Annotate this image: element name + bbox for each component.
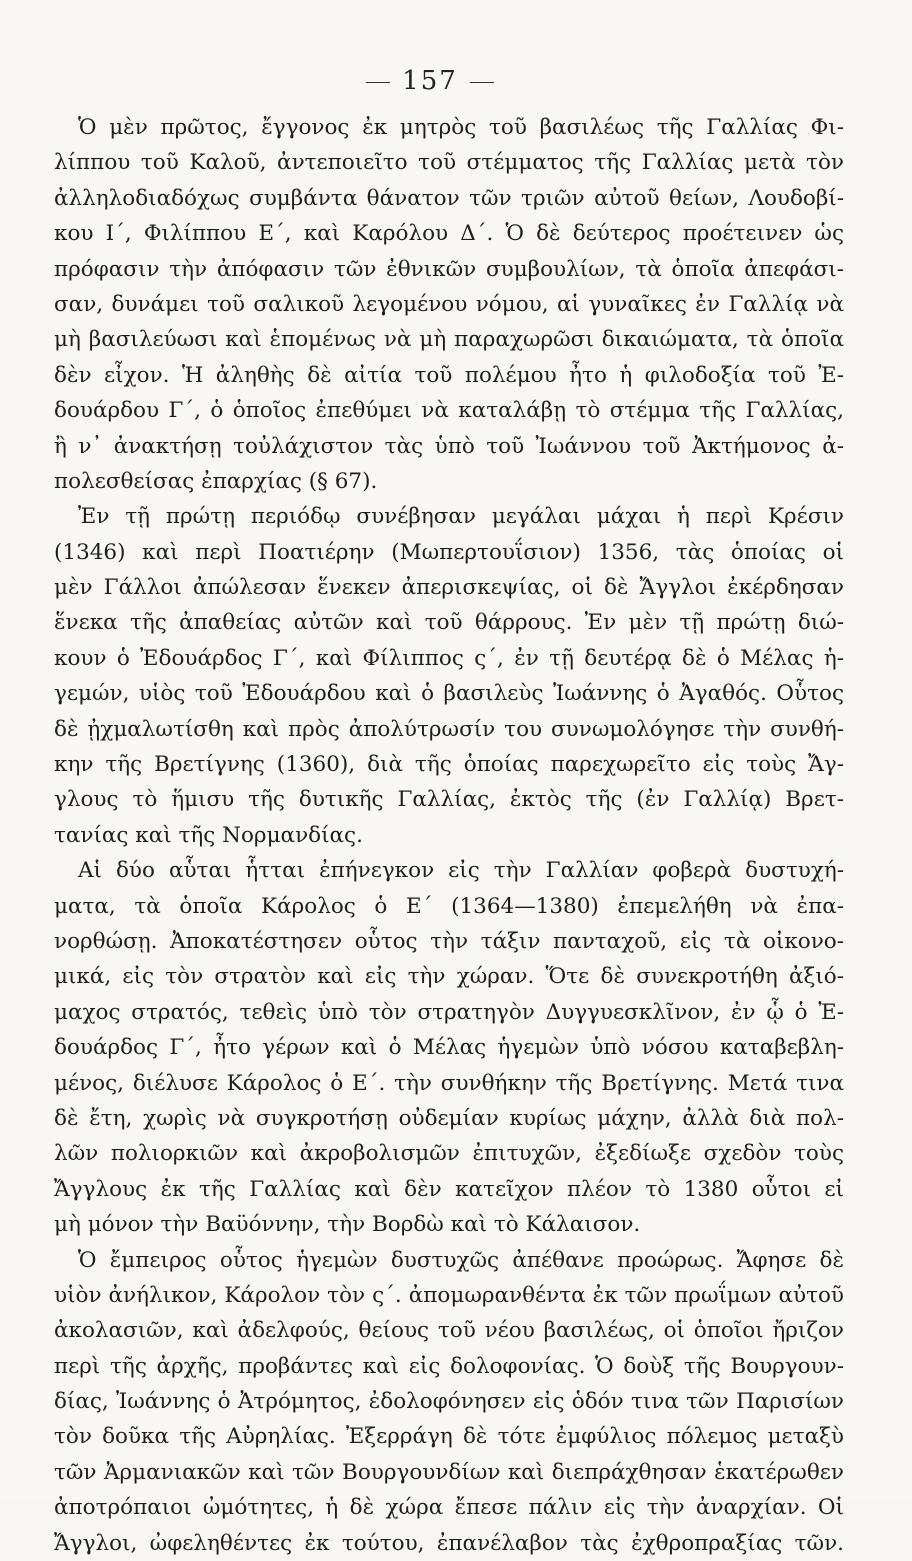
text-line: κην τῆς Βρετίγνης (1360), διὰ τῆς ὁποίας παρεχωρεῖτο εἰς τοὺς Ἄγ- — [54, 752, 844, 778]
text-line: μικά, εἰς τὸν στρατὸν καὶ εἰς τὴν χώραν. Ὅτε δὲ συνεκροτήθη ἀξιό- — [54, 964, 844, 990]
text-line: γεμών, υἱὸς τοῦ Ἐδουάρδου καὶ ὁ βασιλεὺς Ἰωάννης ὁ Ἀγαθός. Οὗτος — [54, 681, 844, 707]
text-line: μαχος στρατός, τεθεὶς ὑπὸ τὸν στρατηγὸν Δυγγυεσκλῖνον, ἐν ᾧ ὁ Ἐ- — [54, 999, 844, 1025]
body-text — [54, 110, 844, 1561]
text-line: (1346) καὶ περὶ Ποατιέρην (Μωπερτουΐσιον) 1356, τὰς ὁποίας οἱ — [54, 539, 844, 565]
text-line: δουάρδου Γ΄, ὁ ὁποῖος ἐπεθύμει νὰ καταλάβῃ τὸ στέμμα τῆς Γαλλίας, — [54, 398, 844, 424]
text-line: πρόφασιν τὴν ἀπόφασιν τῶν ἐθνικῶν συμβουλίων, τὰ ὁποῖα ἀπεφάσι- — [54, 256, 844, 282]
text-line: ματα, τὰ ὁποῖα Κάρολος ὁ Ε΄ (1364—1380) ἐπεμελήθη νὰ ἐπα- — [54, 893, 844, 919]
text-line: γλους τὸ ἥμισυ τῆς δυτικῆς Γαλλίας, ἐκτὸς τῆς (ἐν Γαλλίᾳ) Βρετ- — [54, 787, 844, 813]
page-number-dash-left — [366, 82, 390, 83]
text-line: κουν ὁ Ἐδουάρδος Γ΄, καὶ Φίλιππος ς΄, ἐν τῇ δευτέρᾳ δὲ ὁ Μέλας ἡ- — [54, 645, 844, 671]
text-line: πολεσθείσας ἐπαρχίας (§ 67). — [54, 468, 378, 494]
text-line: ἀλληλοδιαδόχως συμβάντα θάνατον τῶν τριῶν αὐτοῦ θείων, Λουδοβί- — [54, 185, 844, 211]
text-line: Ὁ ἔμπειρος οὗτος ἡγεμὼν δυστυχῶς ἀπέθανε προώρως. Ἄφησε δὲ — [78, 1247, 844, 1273]
text-line: Ἄγγλους ἐκ τῆς Γαλλίας καὶ δὲν κατεῖχον πλέον τὸ 1380 οὗτοι εἰ — [54, 1176, 844, 1202]
text-line: μὴ βασιλεύωσι καὶ ἑπομένως νὰ μὴ παραχωρῶσι δικαιώματα, τὰ ὁποῖα — [54, 327, 844, 353]
page-number — [0, 66, 860, 96]
text-line: τανίας καὶ τῆς Νορμανδίας. — [54, 822, 363, 848]
text-line: λῶν πολιορκιῶν καὶ ἀκροβολισμῶν ἐπιτυχῶν, ἐξεδίωξε σχεδὸν τοὺς — [54, 1141, 844, 1167]
text-line: Ὁ μὲν πρῶτος, ἔγγονος ἐκ μητρὸς τοῦ βασιλέως τῆς Γαλλίας Φι- — [78, 115, 844, 140]
text-line: Ἐν τῇ πρώτῃ περιόδῳ συνέβησαν μεγάλαι μάχαι ἡ περὶ Κρέσιν — [78, 504, 844, 530]
text-line: τὸν δοῦκα τῆς Αὐρηλίας. Ἐξερράγη δὲ τότε ἐμφύλιος πόλεμος μεταξὺ — [54, 1424, 844, 1450]
text-line: μὲν Γάλλοι ἀπώλεσαν ἕνεκεν ἀπερισκεψίας, οἱ δὲ Ἄγγλοι ἐκέρδησαν — [54, 575, 844, 601]
text-line: λίππου τοῦ Καλοῦ, ἀντεποιεῖτο τοῦ στέμματος τῆς Γαλλίας μετὰ τὸν — [54, 150, 844, 176]
text-line: δὲ ᾐχμαλωτίσθη καὶ πρὸς ἀπολύτρωσίν του συνωμολόγησε τὴν συνθή- — [54, 716, 844, 742]
text-line: σαν, δυνάμει τοῦ σαλικοῦ λεγομένου νόμου, αἱ γυναῖκες ἐν Γαλλίᾳ νὰ — [54, 291, 844, 317]
text-line: υἱὸν ἀνήλικον, Κάρολον τὸν ς΄. ἀπομωρανθέντα ἐκ τῶν πρωΐμων αὐτοῦ — [54, 1282, 844, 1308]
text-line: μὴ μόνον τὴν Βαϋόννην, τὴν Βορδὼ καὶ τὸ Κάλαισον. — [54, 1212, 641, 1238]
text-line: κου Ι΄, Φιλίππου Ε΄, καὶ Καρόλου Δ΄. Ὁ δὲ δεύτερος προέτεινεν ὡς — [54, 221, 844, 247]
page-number-value: 157 — [402, 66, 458, 96]
text-line: τῶν Ἀρμανιακῶν καὶ τῶν Βουργουνδίων καὶ διεπράχθησαν ἑκατέρωθεν — [54, 1459, 844, 1485]
text-line: Ἄγγλοι, ὠφεληθέντες ἐκ τούτου, ἐπανέλαβον τὰς ἐχθροπραξίας τῶν. — [54, 1530, 844, 1556]
text-line: δουάρδος Γ΄, ἦτο γέρων καὶ ὁ Μέλας ἡγεμὼν ὑπὸ νόσου καταβεβλη- — [54, 1035, 844, 1061]
text-line: ἕνεκα τῆς ἀπαθείας αὐτῶν καὶ τοῦ θάρρους. Ἐν μὲν τῇ πρώτῃ διώ- — [54, 610, 844, 636]
text-line: περὶ τῆς ἀρχῆς, προβάντες καὶ εἰς δολοφονίας. Ὁ δοὺξ τῆς Βουργουν- — [54, 1353, 844, 1379]
text-line: νορθώσῃ. Ἀποκατέστησεν οὗτος τὴν τάξιν πανταχοῦ, εἰς τὰ οἰκονο- — [54, 928, 844, 954]
text-line: Αἱ δύο αὗται ἧτται ἐπήνεγκον εἰς τὴν Γαλλίαν φοβερὰ δυστυχή- — [78, 858, 844, 884]
text-line: ἀκολασιῶν, καὶ ἀδελφούς, θείους τοῦ νέου βασιλέως, οἱ ὁποῖοι ἤριζον — [54, 1318, 844, 1344]
text-line: δίας, Ἰωάννης ὁ Ἀτρόμητος, ἐδολοφόνησεν εἰς ὁδόν τινα τῶν Παρισίων — [54, 1389, 844, 1415]
text-line: ἢ ν᾿ ἀνακτήσῃ τοὐλάχιστον τὰς ὑπὸ τοῦ Ἰωάννου τοῦ Ἀκτήμονος ἀ- — [54, 433, 844, 459]
text-line: μένος, διέλυσε Κάρολος ὁ Ε΄. τὴν συνθήκην τῆς Βρετίγνης. Μετά τινα — [54, 1070, 844, 1096]
page-number-dash-right — [470, 82, 494, 83]
text-line: ἀποτρόπαιοι ὠμότητες, ἡ δὲ χώρα ἔπεσε πάλιν εἰς τὴν ἀναρχίαν. Οἱ — [54, 1495, 844, 1521]
text-line: δὲ ἔτη, χωρὶς νὰ συγκροτήσῃ οὐδεμίαν κυρίως μάχην, ἀλλὰ διὰ πολ- — [54, 1105, 844, 1131]
text-line: δὲν εἶχον. Ἡ ἀληθὴς δὲ αἰτία τοῦ πολέμου ἦτο ἡ φιλοδοξία τοῦ Ἐ- — [54, 362, 844, 388]
